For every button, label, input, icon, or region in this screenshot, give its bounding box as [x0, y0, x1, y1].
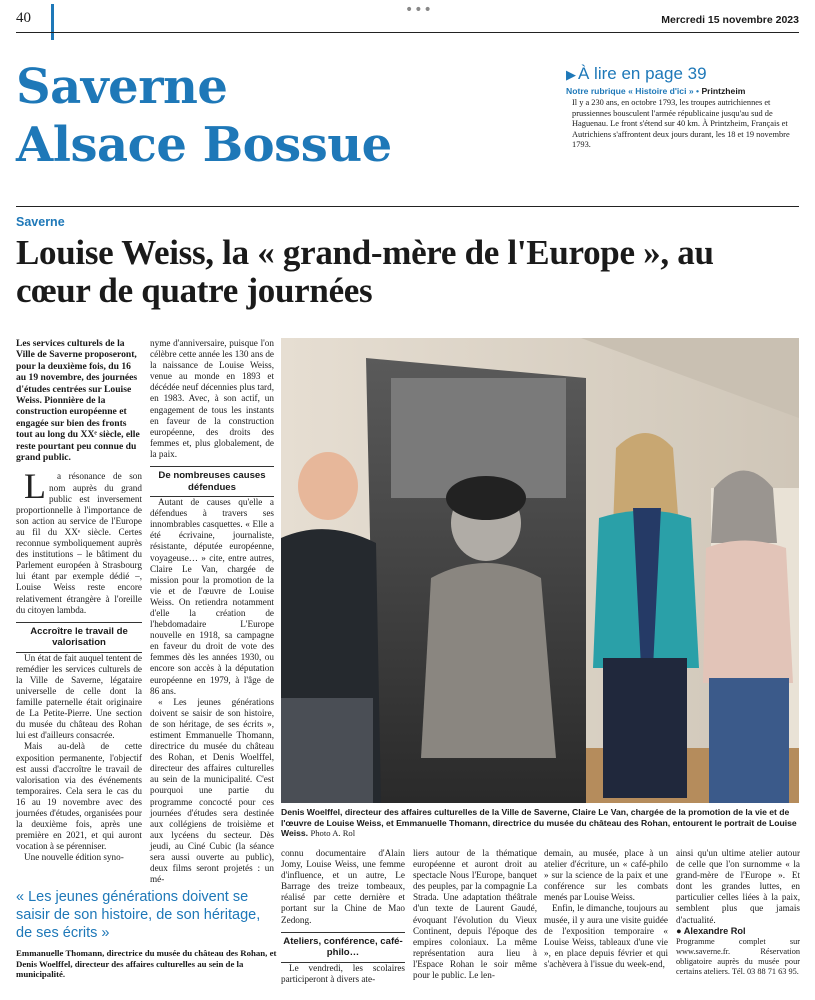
teaser-rubric: Notre rubrique « Histoire d'ici » — [566, 86, 694, 96]
practical-info: Programme complet sur www.saverne.fr. Réservation obligatoire auprès du musée pour certains ateliers. Tél. 03 88 71 63 95. — [676, 936, 800, 977]
article-photo[interactable] — [281, 338, 799, 803]
article-headline: Louise Weiss, la « grand-mère de l'Europe », au cœur de quatre journées — [16, 233, 714, 310]
article-column-1 — [16, 338, 142, 863]
article-column-3 — [281, 848, 405, 985]
article-kicker: Saverne — [16, 215, 65, 229]
page-number-rule — [51, 4, 54, 40]
section-divider — [16, 206, 799, 207]
bullet-icon: ● — [676, 925, 684, 936]
body-paragraph: « Les jeunes générations doivent se saisir de son histoire, de son héritage, de ses écrits », estiment Emmanuelle Thomann, directrice du musée du château des Rohan, et Denis Woelffel, directeur des affaires culturelles au sein de la municipalité. C'est pourquoi une partie du programme concocté pour ces journées d'études sera destinée aux collégiens de troisième et aux lycéens du secteur. Dès jeudi, au Ciné Cubic (la séance sera aussi ouverte au public), deux films seront projetés : un mé- — [150, 696, 274, 885]
body-paragraph: Le vendredi, les scolaires participeront à divers ate- — [281, 962, 405, 984]
teaser-box[interactable] — [566, 64, 802, 151]
teaser-body: Il y a 230 ans, en octobre 1793, les troupes autrichiennes et prussiennes bousculent l'armée républicaine jusqu'au sud de Haguenau. Le front s'étend sur 40 km. À Printzheim, Français et Autrichiens s'affrontent deux jours durant, les 18 et 19 novembre 1793. — [572, 98, 790, 150]
pull-quote-box — [16, 888, 278, 980]
lead-paragraph: La résonance de son nom auprès du grand public est inversement proportionnelle à l'importance de son action au service de l'Europe au fil du XXᵉ siècle. Certes reconnue symboliquement auprès des institutions – le bâtiment du Parlement européen à Strasbourg lui étant par exemple dédié –, Louise Weiss reste encore relativement étrangère à l'oreille du citoyen lambda. — [16, 466, 142, 615]
photo-caption-text: Denis Woelffel, directeur des affaires culturelles de la Ville de Saverne, Claire Le Van, chargée de la promotion de la vie et de l'œuvre de Louise Weiss, et Emmanuelle Thomann, directrice du musée du château des Rohan, entourent le portrait de Louise Weiss. — [281, 807, 797, 839]
page-number: 40 — [16, 10, 31, 26]
photo-illustration — [281, 338, 799, 803]
pull-quote-attribution: Emmanuelle Thomann, directrice du musée du château des Rohan, et Denis Woelffel, directeur des affaires culturelles au sein de la municipalité. — [16, 948, 277, 980]
header-divider — [16, 32, 799, 33]
body-paragraph: Une nouvelle édition syno- — [24, 852, 124, 863]
author-signature — [676, 926, 800, 937]
teaser-meta — [566, 86, 802, 96]
play-arrow-icon: ▶ — [566, 67, 576, 82]
article-chapo: Les services culturels de la Ville de Saverne proposeront, pour la deuxième fois, du 16 au 19 novembre, des journées d'études centrées sur Louise Weiss. Pionnière de la construction européenne et engagée sur bien des fronts tout au long du XXᵉ siècle, elle reste pourtant peu connue du grand public. — [16, 338, 140, 464]
pull-quote: « Les jeunes générations doivent se saisir de son histoire, de son héritage, de ses écrits » — [16, 889, 261, 941]
section-title-line1: Saverne — [16, 59, 228, 115]
body-paragraph: liers autour de la thématique européenne et auront droit au spectacle Nous l'Europe, banquet des peuples, par la compagnie La Strada. Une adaptation théâtrale d'un texte de Laurent Gaudé, évoquant l'évolution du Vieux Continent, depuis l'époque des empires coloniaux. La même représentation aura lieu à l'Espace Rohan le soir même pour le public. Le len- — [413, 848, 537, 981]
body-paragraph: Un état de fait auquel tentent de remédier les services culturels de la Ville de Saverne, légataire universelle de celle dont la famille paternelle était originaire de La Petite-Pierre. Une section du musée du château des Rohan lui est d'ailleurs consacrée. — [16, 652, 142, 741]
subhead-valorisation: Accroître le travail de valorisation — [16, 622, 142, 653]
body-paragraph: ainsi qu'un ultime atelier autour de celle que l'on surnomme « la grand-mère de l'Europe ». Et dont les grandes luttes, en particulier celles liées à la paix, semblent plus que jamais d'actualité. — [676, 848, 800, 925]
teaser-place: Printzheim — [701, 86, 746, 96]
photo-credit: Photo A. Rol — [310, 828, 356, 839]
article-column-6 — [676, 848, 800, 978]
issue-date: Mercredi 15 novembre 2023 — [661, 14, 799, 26]
article-column-5 — [544, 848, 668, 970]
body-paragraph: Autant de causes qu'elle a défendues à travers ses innombrables casquettes. « Elle a été écrivaine, journaliste, résistante, députée européenne, voyageuse… » cite, entre autres, Claire Le Van, chargée de mission pour la promotion de la vie et de l'œuvre de Louise Weiss. On retiendra notamment d'elle la création de l'hebdomadaire L'Europe nouvelle en 1918, sa campagne en faveur du droit de vote des femmes dès les années 1930, ou encore son accès à la députation européenne en 1979, à l'âge de 86 ans. — [150, 497, 274, 696]
body-paragraph: demain, au musée, place à un atelier d'écriture, un « café-philo » sur la science de la paix et une conférence sur les combats menés par Louise Weiss. — [544, 848, 668, 903]
body-paragraph: connu documentaire d'Alain Jomy, Louise Weiss, une femme d'influence, et un autre, Le Barrage des treize tombeaux, réalisé par cette dernière et portant sur la Chine de Mao Zedong. — [281, 848, 405, 925]
body-paragraph: Enfin, le dimanche, toujours au musée, il y aura une visite guidée de l'exposition temporaire « Louise Weiss, tableaux d'une vie », en place depuis février et qui s'achèvera à l'issue du week-end, — [544, 903, 668, 969]
body-paragraph: Mais au-delà de cette exposition permanente, l'objectif est aussi d'accroître le travail de valorisation via des événements temporaires. Cela sera le cas du 16 au 19 novembre avec des journées d'études, organisées pour la deuxième fois, après une première en 2021, et qui auront vocation à se pérenniser. — [16, 741, 142, 852]
subhead-causes: De nombreuses causes défendues — [150, 466, 274, 497]
article-column-2 — [150, 338, 274, 885]
author-name: Alexandre Rol — [683, 925, 746, 936]
more-options-icon[interactable]: ••• — [405, 2, 433, 18]
section-title-line2: Alsace Bossue — [16, 117, 392, 173]
section-title — [16, 58, 392, 174]
page-header — [0, 0, 815, 34]
subhead-ateliers: Ateliers, conférence, café-philo… — [281, 932, 405, 963]
article-column-4 — [413, 848, 537, 981]
body-paragraph: nyme d'anniversaire, puisque l'on célèbre cette année les 130 ans de la naissance de Louise Weiss, venue au monde en 1893 et décédée neuf décennies plus tard, en 1983. Avec, à son actif, un engagement de tous les instants en faveur de la construction européenne, des droits des femmes et, plus globalement, de la paix. — [150, 338, 274, 459]
photo-caption — [281, 807, 799, 839]
teaser-heading-text: À lire en page 39 — [578, 64, 707, 83]
teaser-heading[interactable] — [566, 64, 802, 84]
bullet-icon: • — [693, 86, 702, 96]
